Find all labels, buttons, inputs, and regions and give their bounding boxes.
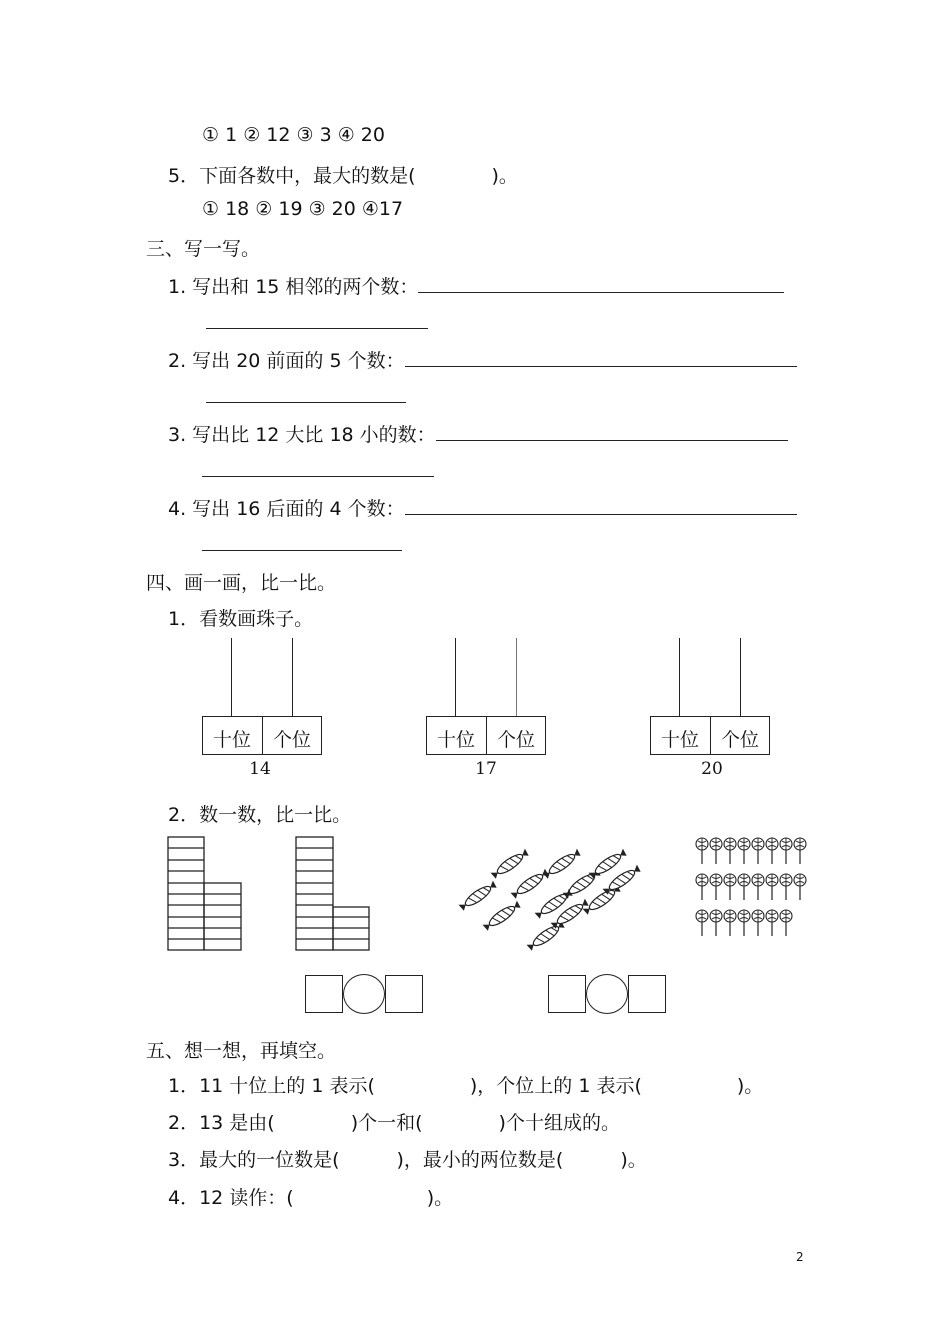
tens-label: 十位 [436,729,475,751]
s3-q4-label: 4. 写出 16 后面的 4 个数： [168,498,405,520]
compare-circle[interactable] [343,974,385,1014]
compare-circle[interactable] [586,974,628,1014]
block-stack-left [160,830,250,960]
s4-q2: 2．数一数，比一比。 [168,804,352,826]
answer-line[interactable] [405,366,797,367]
tens-label: 十位 [212,729,251,751]
lollipop-group [692,834,810,946]
q5-text: 5．下面各数中，最大的数是( )。 [168,165,518,187]
page-number: 2 [796,1250,804,1264]
s5-q1: 1．11 十位上的 1 表示( )，个位上的 1 表示( )。 [168,1075,764,1097]
s3-q2-label: 2. 写出 20 前面的 5 个数： [168,350,405,372]
abacus-rod-tens [679,638,680,716]
answer-line[interactable] [418,292,784,293]
block-stack-right [288,830,378,960]
s3-q2 [168,346,797,373]
abacus-rod-ones [292,638,293,716]
s5-q2: 2．13 是由( )个一和( )个十组成的。 [168,1112,620,1134]
tens-label: 十位 [660,729,699,751]
s3-q3-label: 3. 写出比 12 大比 18 小的数： [168,424,436,446]
ones-label: 个位 [272,729,311,751]
answer-line-continued[interactable] [202,476,434,477]
q5-options: ① 18 ② 19 ③ 20 ④17 [202,198,404,220]
compare-box-right[interactable] [385,975,423,1013]
abacus-number: 17 [475,759,497,779]
answer-line[interactable] [405,514,797,515]
abacus-rod-tens [231,638,232,716]
abacus-number: 20 [701,759,723,779]
s5-q3: 3．最大的一位数是( )，最小的两位数是( )。 [168,1149,647,1171]
s3-q1-label: 1. 写出和 15 相邻的两个数： [168,276,419,298]
abacus-number: 14 [249,759,271,779]
answer-line[interactable] [436,440,788,441]
compare-box-left[interactable] [305,975,343,1013]
candy-group [458,836,658,956]
ones-label: 个位 [496,729,535,751]
ones-label: 个位 [720,729,759,751]
q4-options: ① 1 ② 12 ③ 3 ④ 20 [202,124,385,146]
s5-q4: 4．12 读作：( )。 [168,1187,454,1209]
section3-heading: 三、写一写。 [146,238,261,260]
abacus-rod-ones [516,638,517,716]
s3-q4 [168,494,797,521]
compare-box-left[interactable] [548,975,586,1013]
section5-heading: 五、想一想，再填空。 [146,1040,337,1062]
s4-q1: 1．看数画珠子。 [168,608,314,630]
section4-heading: 四、画一画，比一比。 [146,572,337,594]
answer-line-continued[interactable] [206,328,428,329]
compare-box-right[interactable] [628,975,666,1013]
answer-line-continued[interactable] [206,402,406,403]
abacus-rod-tens [455,638,456,716]
s3-q1 [168,272,784,299]
s3-q3 [168,420,788,447]
abacus-rod-ones [740,638,741,716]
answer-line-continued[interactable] [202,550,402,551]
